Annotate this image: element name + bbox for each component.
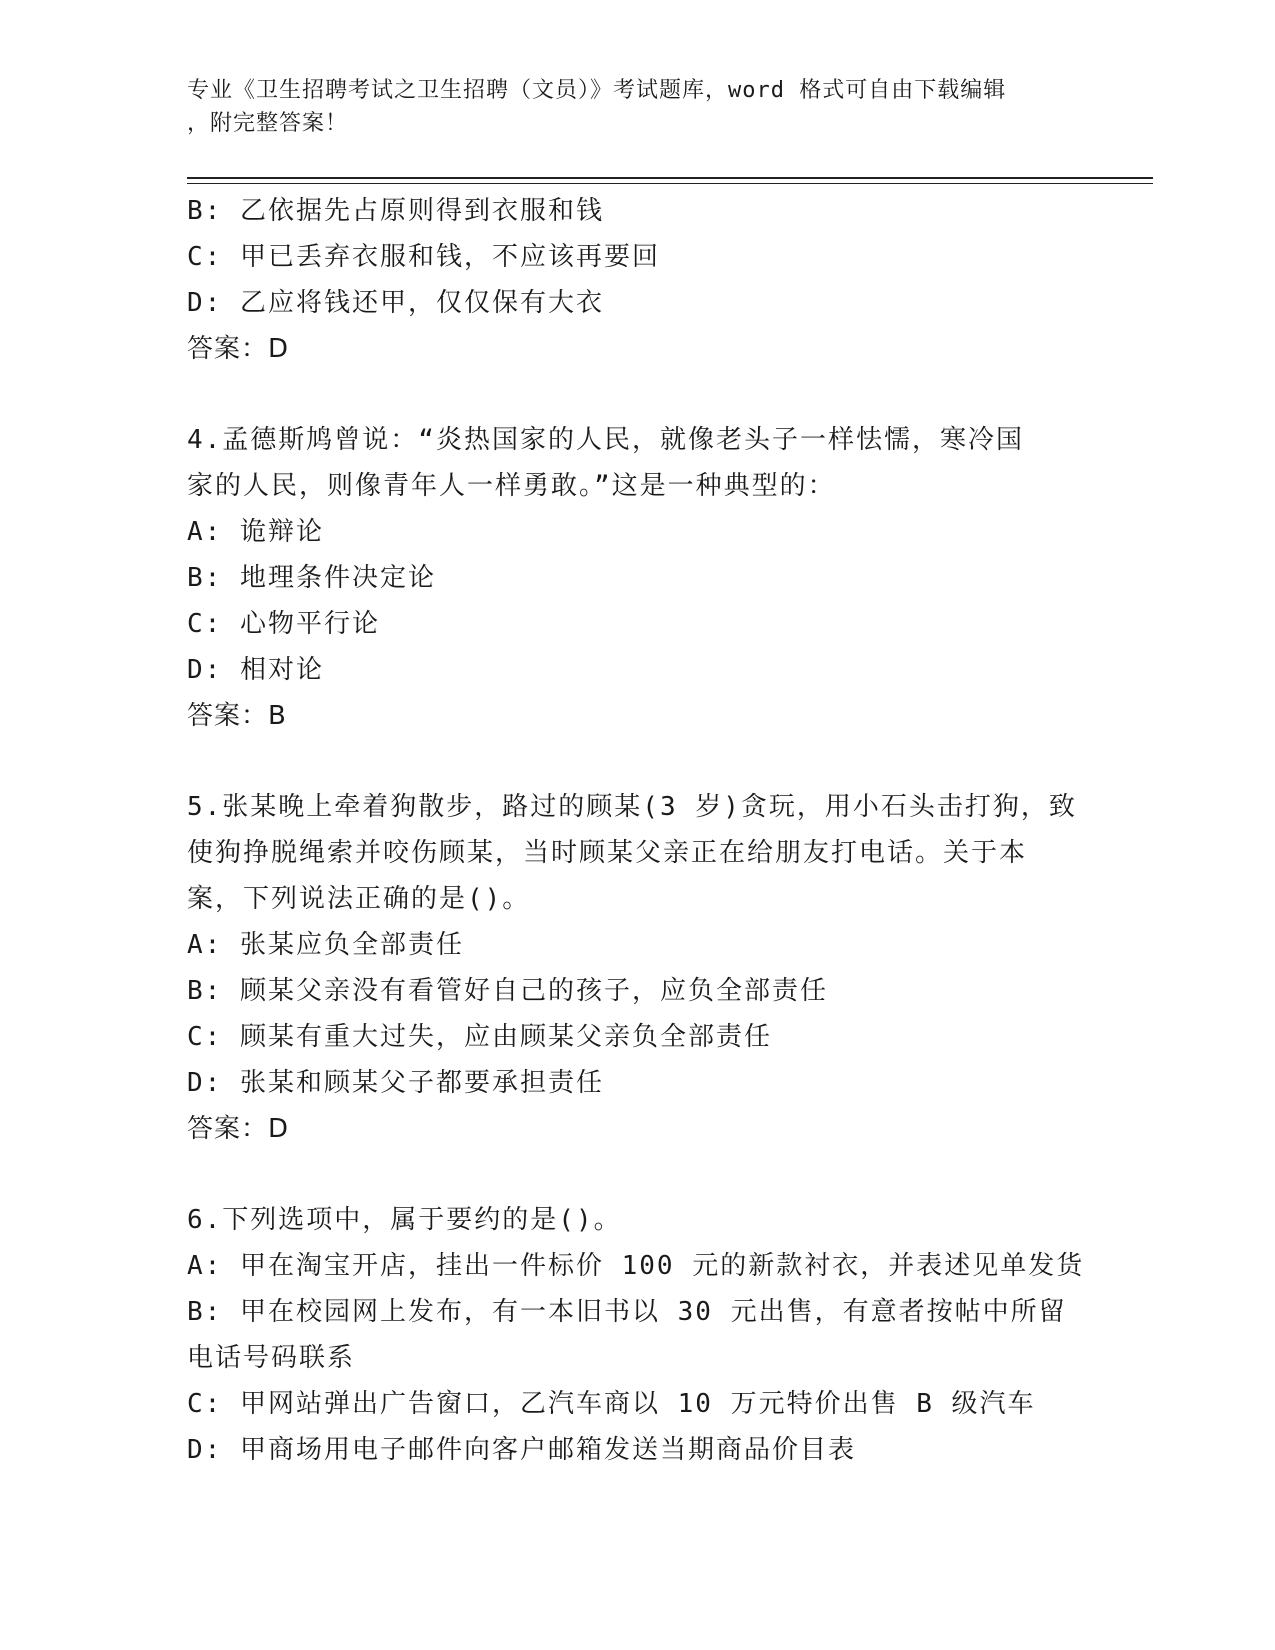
question-5-stem-line-2: 使狗挣脱绳索并咬伤顾某，当时顾某父亲正在给朋友打电话。关于本 [187, 838, 1028, 868]
question-4-option-d: D: 相对论 [187, 655, 324, 685]
question-spacer [187, 1152, 1087, 1197]
question-4-answer: 答案：B [187, 701, 287, 731]
question-6-option-c: C: 甲网站弹出广告窗口，乙汽车商以 10 万元特价出售 B 级汽车 [187, 1389, 1036, 1419]
question-4-stem-line-2: 家的人民，则像青年人一样勇敢。”这是一种典型的： [187, 471, 836, 501]
question-spacer [187, 372, 1087, 417]
question-6-option-b-line-2: 电话号码联系 [187, 1343, 356, 1373]
question-3-option-b: B: 乙依据先占原则得到衣服和钱 [187, 196, 604, 226]
question-5-stem-line-1: 5.张某晚上牵着狗散步，路过的顾某(3 岁)贪玩，用小石头击打狗，致 [187, 792, 1077, 822]
header-rule-thin [187, 183, 1153, 184]
question-6-option-d: D: 甲商场用电子邮件向客户邮箱发送当期商品价目表 [187, 1435, 856, 1465]
header-rule-thick [187, 177, 1153, 179]
document-header [187, 74, 1087, 140]
question-3-tail [187, 188, 1087, 372]
question-4-stem-line-1: 4.孟德斯鸠曾说：“炎热国家的人民，就像老头子一样怯懦，寒冷国 [187, 425, 1024, 455]
question-6 [187, 1197, 1087, 1473]
question-3-option-c: C: 甲已丢弃衣服和钱，不应该再要回 [187, 242, 660, 272]
question-list [187, 188, 1087, 1473]
question-5-option-a: A: 张某应负全部责任 [187, 930, 464, 960]
question-5-option-c: C: 顾某有重大过失，应由顾某父亲负全部责任 [187, 1022, 772, 1052]
question-5-option-d: D: 张某和顾某父子都要承担责任 [187, 1068, 604, 1098]
question-4 [187, 417, 1087, 739]
question-6-stem: 6.下列选项中，属于要约的是()。 [187, 1205, 622, 1235]
question-5-stem-line-3: 案，下列说法正确的是()。 [187, 884, 531, 914]
question-3-option-d: D: 乙应将钱还甲，仅仅保有大衣 [187, 288, 604, 318]
question-6-option-a: A: 甲在淘宝开店，挂出一件标价 100 元的新款衬衣，并表述见单发货 [187, 1251, 1085, 1281]
question-5-answer: 答案：D [187, 1114, 290, 1144]
header-title-line-1: 专业《卫生招聘考试之卫生招聘（文员）》考试题库，word 格式可自由下载编辑 [187, 78, 1007, 103]
question-4-option-c: C: 心物平行论 [187, 609, 380, 639]
header-title-line-2: ，附完整答案！ [187, 111, 349, 136]
question-4-option-a: A: 诡辩论 [187, 517, 324, 547]
question-4-option-b: B: 地理条件决定论 [187, 563, 436, 593]
question-5 [187, 784, 1087, 1152]
question-6-option-b-line-1: B: 甲在校园网上发布，有一本旧书以 30 元出售，有意者按帖中所留 [187, 1297, 1067, 1327]
question-3-answer: 答案：D [187, 334, 290, 364]
question-spacer [187, 739, 1087, 784]
question-5-option-b: B: 顾某父亲没有看管好自己的孩子，应负全部责任 [187, 976, 828, 1006]
